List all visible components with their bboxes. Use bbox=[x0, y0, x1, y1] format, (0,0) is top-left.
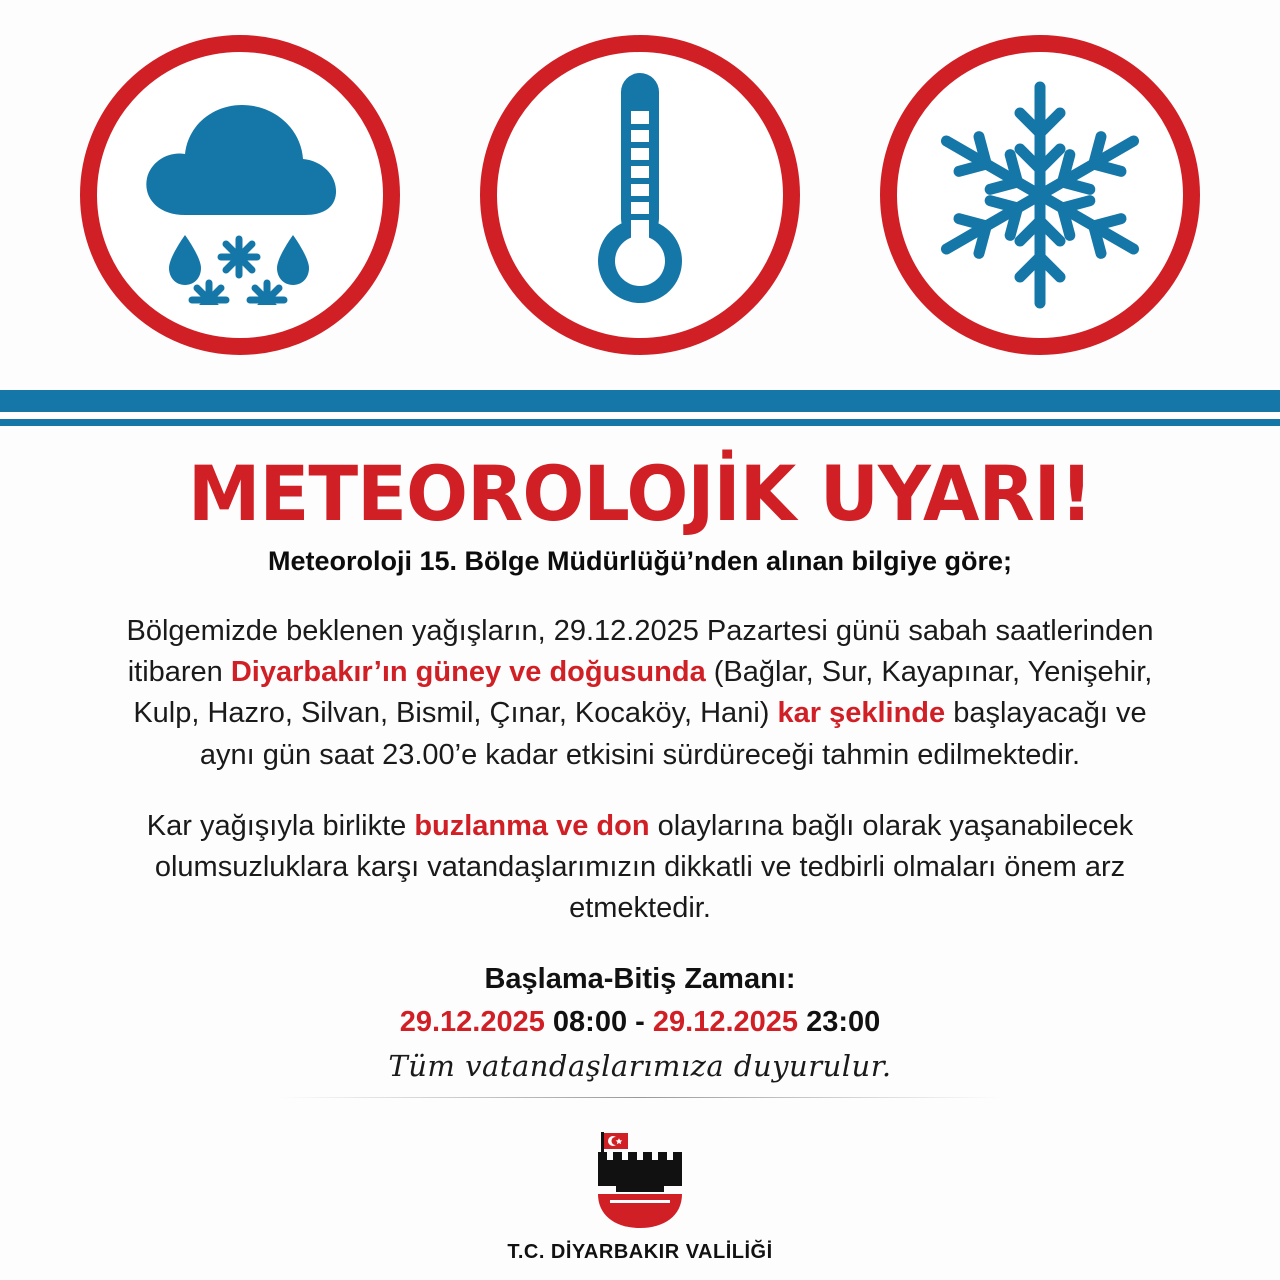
source-subheading: Meteoroloji 15. Bölge Müdürlüğü’nden alınan bilgiye göre; bbox=[267, 546, 1013, 576]
page-title: METEOROLOJİK UYARI! bbox=[187, 449, 1093, 538]
start-time: 08:00 bbox=[552, 1006, 628, 1039]
announcement-script-line: Tüm vatandaşlarımıza duyurulur. bbox=[388, 1049, 892, 1084]
snowflake-icon bbox=[880, 35, 1200, 355]
paragraph2-part2: olaylarına bağlı olarak yaşanabilecek olumsuzluklara karşı vatandaşlarımızın dikkatli ve tedbirli olmaları önem arz etmektedir. bbox=[154, 809, 1134, 925]
times-separator: - bbox=[635, 1006, 645, 1039]
footer bbox=[0, 1125, 1280, 1280]
warning-paragraph-1 bbox=[125, 611, 1155, 776]
paragraph1-part3: başlayacağı ve aynı gün saat 23.00’e kadar etkisini sürdüreceği tahmin edilmektedir. bbox=[199, 697, 1147, 771]
warning-content bbox=[0, 426, 1280, 1125]
rain-snow-cloud-icon bbox=[80, 35, 400, 355]
paragraph2-highlight-ice: buzlanma ve don bbox=[414, 809, 650, 842]
diyarbakir-valiligi-logo bbox=[0, 1125, 1280, 1235]
times-range bbox=[80, 1006, 1200, 1039]
footer-caption: T.C. DİYARBAKIR VALİLİĞİ bbox=[507, 1241, 773, 1263]
hairline-divider bbox=[280, 1097, 1000, 1098]
warning-paragraph-2 bbox=[125, 806, 1155, 930]
end-time: 23:00 bbox=[806, 1006, 881, 1039]
paragraph1-highlight-region: Diyarbakır’ın güney ve doğusunda bbox=[230, 656, 706, 689]
paragraph1-part1: Bölgemizde beklenen yağışların, 29.12.2025 Pazartesi günü sabah saatlerinden itibaren bbox=[126, 615, 1154, 689]
paragraph1-part2: (Bağlar, Sur, Kayapınar, Yenişehir, Kulp, Hazro, Silvan, Bismil, Çınar, Kocaköy, Hani) bbox=[133, 656, 1153, 730]
paragraph2-part1: Kar yağışıyla birlikte bbox=[146, 809, 415, 842]
end-date: 29.12.2025 bbox=[652, 1006, 799, 1039]
divider-gap bbox=[0, 412, 1280, 419]
icon-band bbox=[0, 0, 1280, 390]
divider-blue-thin bbox=[0, 419, 1280, 426]
thermometer-icon bbox=[480, 35, 800, 355]
start-date: 29.12.2025 bbox=[399, 1006, 545, 1039]
divider-blue-thick bbox=[0, 390, 1280, 412]
paragraph1-highlight-snow: kar şeklinde bbox=[777, 697, 946, 730]
times-title: Başlama-Bitiş Zamanı: bbox=[484, 963, 796, 996]
